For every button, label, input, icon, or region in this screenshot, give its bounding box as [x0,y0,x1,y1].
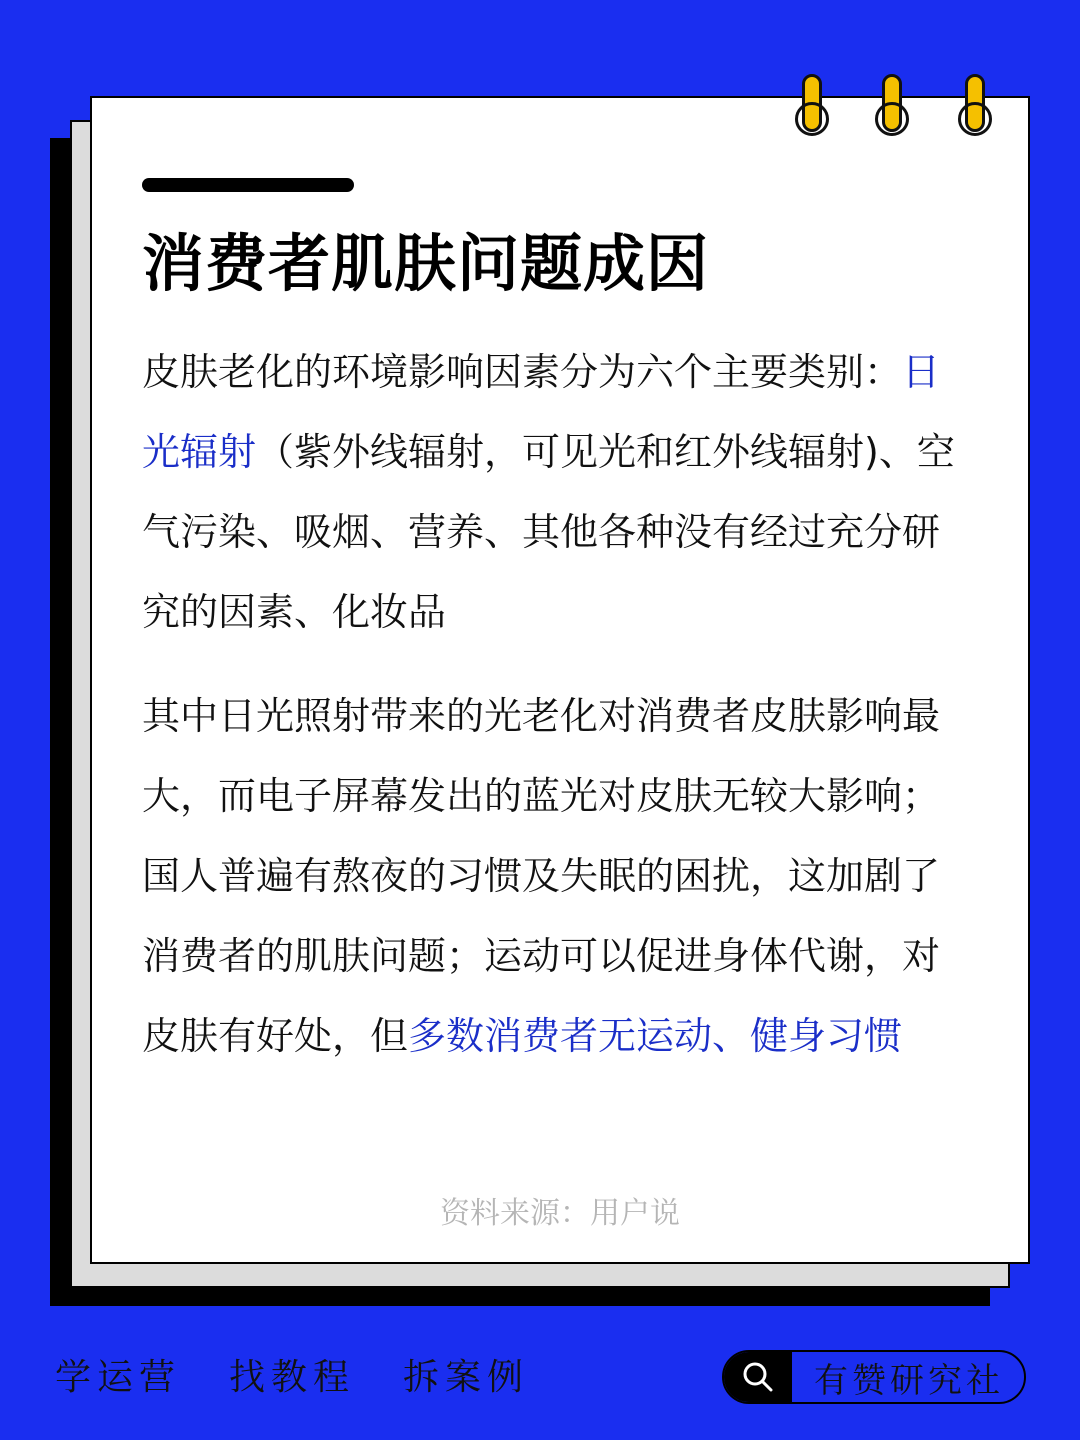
binder-ring-icon [958,74,992,144]
page-title: 消费者肌肤问题成因 [142,227,710,300]
binder-ring-icon [875,74,909,144]
highlight-no-exercise: 多数消费者无运动、健身习惯 [408,1014,903,1058]
paragraph-body: 其中日光照射带来的光老化对消费者皮肤影响最大，而电子屏幕发出的蓝光对皮肤无较大影响；国人普遍有熬夜的习惯及失眠的困扰，这加剧了消费者的肌肤问题；运动可以促进身体代谢，对皮肤有好处，但 [142,694,941,1058]
search-icon[interactable] [724,1352,792,1402]
paragraph-rest: （紫外线辐射，可见光和红外线辐射)、空气污染、吸烟、营养、其他各种没有经过充分研究的因素、化妆品 [142,430,955,634]
paragraph-factors [142,332,972,652]
nav-case-studies[interactable]: 拆案例 [403,1357,530,1398]
paragraph-analysis [142,676,972,1076]
search-pill[interactable] [722,1350,1026,1404]
title-accent-bar [142,178,354,192]
source-note: 资料来源：用户说 [440,1196,680,1231]
search-label: 有赞研究社 [814,1360,1004,1401]
paragraph-intro: 皮肤老化的环境影响因素分为六个主要类别： [142,350,903,394]
highlight-solar-radiation: 日光辐射 [142,350,941,474]
notebook-card [90,96,1030,1264]
nav-find-tutorials[interactable]: 找教程 [229,1357,356,1398]
binder-ring-icon [795,74,829,144]
nav-learn-operations[interactable]: 学运营 [55,1357,182,1398]
bottom-nav [55,1350,529,1406]
